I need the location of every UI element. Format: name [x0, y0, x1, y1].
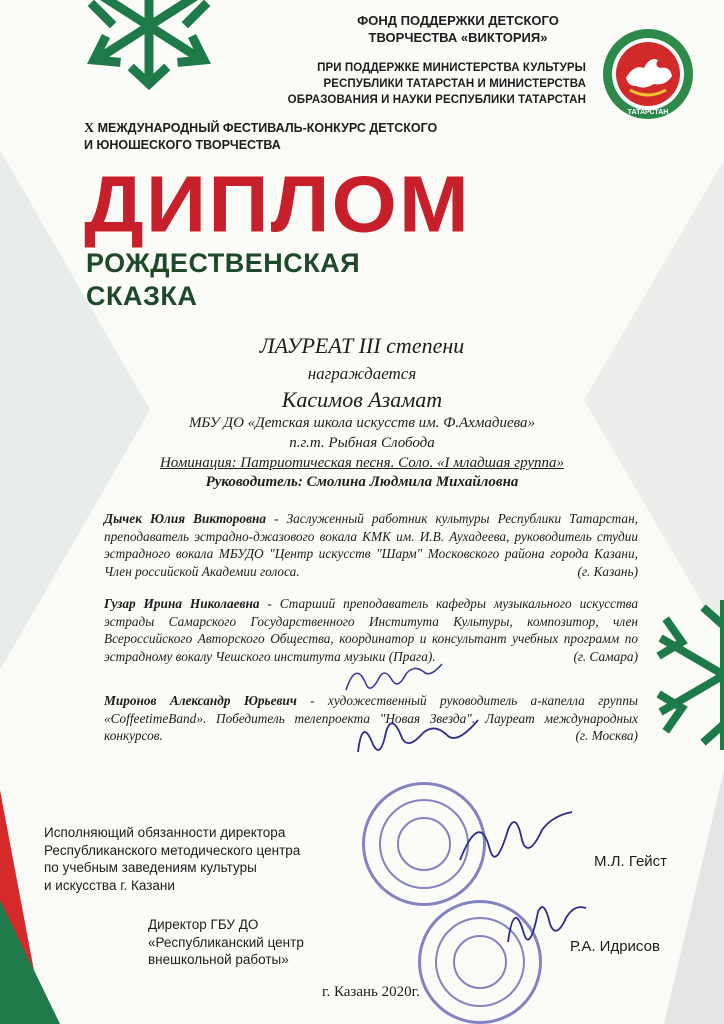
decor-triangle-bottom-right: [664, 770, 724, 1024]
diploma-heading: ДИПЛОМ: [84, 159, 471, 249]
jury-description: Старший преподаватель кафедры музыкального искусства эстрады Самарского Государственного Института Культуры, композитор, член Всероссийского Авторского Общества, координатор и консультант учебных программ по эстрадному вокалу Чешского института музыки (Прага).: [104, 596, 639, 664]
jury-member: Дычек Юлия Викторовна - Заслуженный работник культуры Республики Татарстан, преподаватель эстрадно-джазового вокала КМК им. И.В. Аухадеева, руководитель студии эстрадного вокала МБУДО "Центр искусств "Шарм" Московского района города Казани, Член российской Академии голоса. (г. Казань): [104, 511, 638, 579]
supervisor: Руководитель: Смолина Людмила Михайловна: [205, 474, 519, 490]
position-line: по учебным заведениям культуры: [44, 860, 257, 875]
position-line: Директор ГБУ ДО: [148, 917, 259, 932]
director-signature-image: [450, 800, 580, 870]
nomination: Номинация: Патриотическая песня. Соло. «I младшая группа»: [159, 455, 565, 471]
festival-title-line1: МЕЖДУНАРОДНЫЙ ФЕСТИВАЛЬ-КОНКУРС ДЕТСКОГО: [97, 121, 438, 135]
signatory-position: [148, 916, 304, 969]
position-line: Республиканского методического центра: [44, 842, 301, 858]
subtitle-line1: РОЖДЕСТВЕНСКАЯ: [86, 248, 361, 278]
awarded-label: награждается: [307, 364, 417, 383]
org-title: ФОНД ПОДДЕРЖКИ ДЕТСКОГО ТВОРЧЕСТВА «ВИКТОРИЯ»: [357, 13, 559, 45]
snowflake-icon: [84, 0, 214, 100]
tatarstan-emblem-icon: [600, 26, 696, 122]
footer-city-year: г. Казань 2020г.: [322, 984, 420, 1000]
jury-city: (г. Казань): [577, 563, 638, 579]
jury-signature-image: [340, 660, 450, 700]
org-support-text: ПРИ ПОДДЕРЖКЕ МИНИСТЕРСТВА КУЛЬТУРЫ РЕСПУБЛИКИ ТАТАРСТАН И МИНИСТЕРСТВА ОБРАЗОВАНИЯ И НАУКИ РЕСПУБЛИКИ ТАТАРСТАН: [287, 62, 586, 106]
snowflake-icon: [654, 600, 724, 750]
director-signature-image: [500, 890, 590, 950]
signatory-name: М.Л. Гейст: [594, 853, 668, 870]
subtitle-line2: СКАЗКА: [86, 281, 198, 311]
jury-name: Миронов Александр Юрьевич: [104, 693, 297, 708]
jury-name: Гузар Ирина Николаевна: [104, 596, 260, 611]
recipient-town: п.г.т. Рыбная Слобода: [289, 435, 435, 451]
jury-city: (г. Москва): [575, 728, 638, 743]
jury-signature-image: [350, 712, 490, 762]
position-line: внешкольной работы»: [148, 952, 289, 967]
jury-member: Миронов Александр Юрьевич - художественный руководитель а-капелла группы «CoffeetimeBand». Победитель телепроекта "Новая Звезда". Лауреат международных конкурсов. (г. Москва): [104, 693, 638, 743]
festival-subtitle: [86, 247, 360, 313]
recipient-school: МБУ ДО «Детская школа искусств им. Ф.Ахмадиева»: [188, 415, 536, 431]
festival-number: X: [84, 121, 95, 136]
decor-triangle-bottom-green: [0, 900, 60, 1024]
jury-city: (г. Самара): [573, 648, 638, 664]
festival-title-line2: И ЮНОШЕСКОГО ТВОРЧЕСТВА: [84, 138, 281, 152]
position-line: Исполняющий обязанности директора: [44, 825, 286, 840]
signatory-name: Р.А. Идрисов: [570, 938, 660, 955]
award-rank: ЛАУРЕАТ III степени: [259, 333, 465, 358]
jury-description: художественный руководитель а-капелла группы «CoffeetimeBand». Победитель телепроекта "Новая Звезда". Лауреат международных конкурсов.: [104, 693, 638, 743]
signatory-position: [44, 824, 300, 894]
festival-title: [84, 120, 484, 154]
jury-member: Гузар Ирина Николаевна - Старший преподаватель кафедры музыкального искусства эстрады Самарского Государственного Института Культуры, композитор, член Всероссийского Авторского Общества, координатор и консультант учебных программ по эстрадному вокалу Чешского института музыки (Прага). (г. Самара): [104, 596, 639, 664]
emblem-caption: ТАТАРСТАН: [627, 109, 669, 116]
recipient-name: Касимов Азамат: [281, 387, 443, 412]
position-line: «Республиканский центр: [148, 934, 304, 950]
jury-name: Дычек Юлия Викторовна: [104, 511, 267, 526]
jury-description: Заслуженный работник культуры Республики Татарстан, преподаватель эстрадно-джазового вокала КМК им. И.В. Аухадеева, руководитель студии эстрадного вокала МБУДО "Центр искусств "Шарм" Московского района города Казани, Член российской Академии голоса.: [104, 511, 638, 579]
position-line: и искусства г. Казани: [44, 877, 175, 893]
